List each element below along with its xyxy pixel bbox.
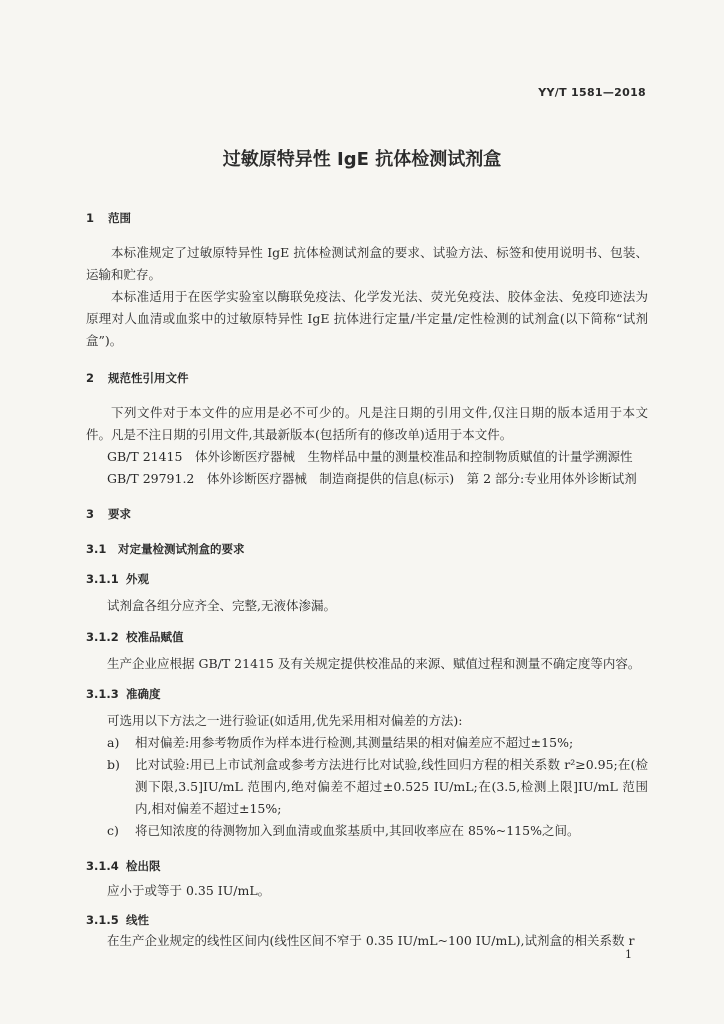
section-title: 外观 xyxy=(126,572,149,586)
section-number: 3.1.5 xyxy=(86,913,119,927)
section-1-heading xyxy=(86,210,131,226)
section-title: 准确度 xyxy=(126,687,161,701)
section-title: 范围 xyxy=(108,211,131,225)
section-title: 线性 xyxy=(126,913,149,927)
section-number: 2 xyxy=(86,371,95,385)
section-3-1-heading xyxy=(86,541,245,557)
list-item xyxy=(107,732,648,754)
section-3-1-2-heading xyxy=(86,629,184,645)
section-title: 规范性引用文件 xyxy=(108,371,189,385)
list-item-label: b) xyxy=(107,757,120,772)
section-title: 对定量检测试剂盒的要求 xyxy=(118,542,245,556)
standard-number: YY/T 1581—2018 xyxy=(538,86,646,99)
section-number: 1 xyxy=(86,211,95,225)
section-number: 3.1.2 xyxy=(86,630,119,644)
paragraph: 试剂盒各组分应齐全、完整,无液体渗漏。 xyxy=(107,598,336,613)
paragraph: 在生产企业规定的线性区间内(线性区间不窄于 0.35 IU/mL~100 IU/mL),试剂盒的相关系数 r xyxy=(107,933,635,948)
section-number: 3 xyxy=(86,507,95,521)
paragraph: 可选用以下方法之一进行验证(如适用,优先采用相对偏差的方法): xyxy=(107,713,463,728)
list-item xyxy=(107,754,648,820)
section-title: 要求 xyxy=(108,507,131,521)
section-title: 校准品赋值 xyxy=(126,630,184,644)
reference-item: GB/T 29791.2 体外诊断医疗器械 制造商提供的信息(标示) 第 2 部分:专业用体外诊断试剂 xyxy=(107,471,637,486)
list-item-label: c) xyxy=(107,823,119,838)
document-title: 过敏原特异性 IgE 抗体检测试剂盒 xyxy=(222,149,502,170)
section-3-1-1-heading xyxy=(86,571,149,587)
section-number: 3.1.1 xyxy=(86,572,119,586)
list-item-label: a) xyxy=(107,735,120,750)
paragraph: 下列文件对于本文件的应用是必不可少的。凡是注日期的引用文件,仅注日期的版本适用于本文件。凡是不注日期的引用文件,其最新版本(包括所有的修改单)适用于本文件。 xyxy=(86,405,648,442)
section-number: 3.1.3 xyxy=(86,687,119,701)
section-3-heading xyxy=(86,506,131,522)
section-2-heading xyxy=(86,370,189,386)
reference-item: GB/T 21415 体外诊断医疗器械 生物样品中量的测量校准品和控制物质赋值的计量学溯源性 xyxy=(107,449,633,464)
paragraph: 本标准适用于在医学实验室以酶联免疫法、化学发光法、荧光免疫法、胶体金法、免疫印迹法为原理对人血清或血浆中的过敏原特异性 IgE 抗体进行定量/半定量/定性检测的试剂盒(以下简称“试剂盒”)。 xyxy=(86,289,648,348)
section-3-1-3-heading xyxy=(86,686,161,702)
page-number: 1 xyxy=(625,948,632,961)
section-3-1-4-heading xyxy=(86,858,161,874)
section-number: 3.1 xyxy=(86,542,107,556)
list-item xyxy=(107,820,648,842)
section-title: 检出限 xyxy=(126,859,161,873)
section-3-1-5-heading xyxy=(86,912,149,928)
list-item-text: 将已知浓度的待测物加入到血清或血浆基质中,其回收率应在 85%~115%之间。 xyxy=(135,823,580,838)
section-number: 3.1.4 xyxy=(86,859,119,873)
paragraph: 生产企业应根据 GB/T 21415 及有关规定提供校准品的来源、赋值过程和测量不确定度等内容。 xyxy=(107,656,641,671)
list-item-text: 相对偏差:用参考物质作为样本进行检测,其测量结果的相对偏差应不超过±15%; xyxy=(135,735,574,750)
paragraph: 应小于或等于 0.35 IU/mL。 xyxy=(107,883,271,898)
paragraph: 本标准规定了过敏原特异性 IgE 抗体检测试剂盒的要求、试验方法、标签和使用说明书、包装、运输和贮存。 xyxy=(86,245,648,282)
list-item-text: 比对试验:用已上市试剂盒或参考方法进行比对试验,线性回归方程的相关系数 r²≥0.95;在(检测下限,3.5]IU/mL 范围内,绝对偏差不超过±0.525 IU/mL;在(3.5,检测上限]IU/mL 范围内,相对偏差不超过±15%; xyxy=(135,757,648,816)
